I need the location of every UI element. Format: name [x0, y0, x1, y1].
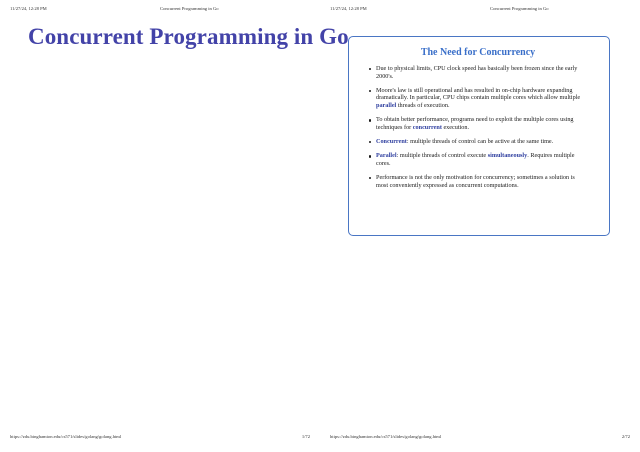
bullet-text: Moore's law is still operational and has resulted in on-chip hardware expanding dramatically. In particular, CPU chips contain multiple cores which allow multiple	[376, 86, 581, 102]
list-item	[369, 65, 587, 80]
bullet-icon	[369, 177, 371, 179]
keyword-concurrent: concurrent	[412, 123, 442, 131]
slide-title: The Need for Concurrency	[420, 47, 536, 58]
footer-url[interactable]: https://zdu.binghamton.edu/cs571/slides/golang/golang.html	[330, 434, 442, 439]
page-footer	[10, 434, 310, 444]
keyword-concurrent-term: Concurrent	[376, 137, 407, 145]
bullet-text: : multiple threads of control execute	[396, 152, 488, 160]
footer-url[interactable]: https://zdu.binghamton.edu/cs571/slides/golang/golang.html	[10, 434, 122, 439]
keyword-simultaneously: simultaneously	[487, 152, 528, 160]
slide-box	[348, 36, 610, 236]
bullet-text: : multiple threads of control can be active at the same time.	[406, 137, 554, 145]
bullet-text: threads of execution.	[396, 101, 450, 109]
bullet-icon	[369, 68, 371, 70]
header-date: 11/27/24, 12:28 PM	[330, 6, 367, 11]
page-footer	[330, 434, 630, 444]
bullet-text: To obtain better performance, programs need to exploit the multiple cores using techniques for	[376, 116, 574, 131]
bullet-text: execution.	[441, 123, 470, 131]
list-item	[369, 87, 587, 110]
bullet-text: . Requires multiple cores.	[376, 152, 575, 167]
page-number: 1/72	[301, 434, 310, 439]
list-item	[369, 152, 587, 167]
page-header	[330, 6, 630, 16]
header-title: Concurrent Programming in Go	[160, 6, 219, 11]
header-date: 11/27/24, 12:28 PM	[10, 6, 47, 11]
page-number: 2/72	[621, 434, 630, 439]
list-item	[369, 116, 587, 131]
bullet-list	[369, 65, 587, 189]
keyword-parallel-term: Parallel	[376, 152, 397, 160]
keyword-parallel: parallel	[376, 101, 397, 109]
bullet-icon	[369, 141, 371, 143]
list-item	[369, 174, 587, 189]
header-title: Concurrent Programming in Go	[490, 6, 549, 11]
bullet-icon	[369, 155, 371, 157]
bullet-icon	[369, 90, 371, 92]
presentation-title: Concurrent Programming in Go	[28, 24, 349, 49]
bullet-text: Performance is not the only motivation for concurrency; sometimes a solution is most conveniently expressed as concurrent computations.	[376, 173, 575, 189]
list-item	[369, 138, 587, 146]
page-header	[10, 6, 310, 16]
bullet-icon	[369, 119, 371, 121]
page-2	[320, 0, 640, 452]
bullet-text: Due to physical limits, CPU clock speed has basically been frozen since the early 2000's.	[376, 65, 578, 80]
